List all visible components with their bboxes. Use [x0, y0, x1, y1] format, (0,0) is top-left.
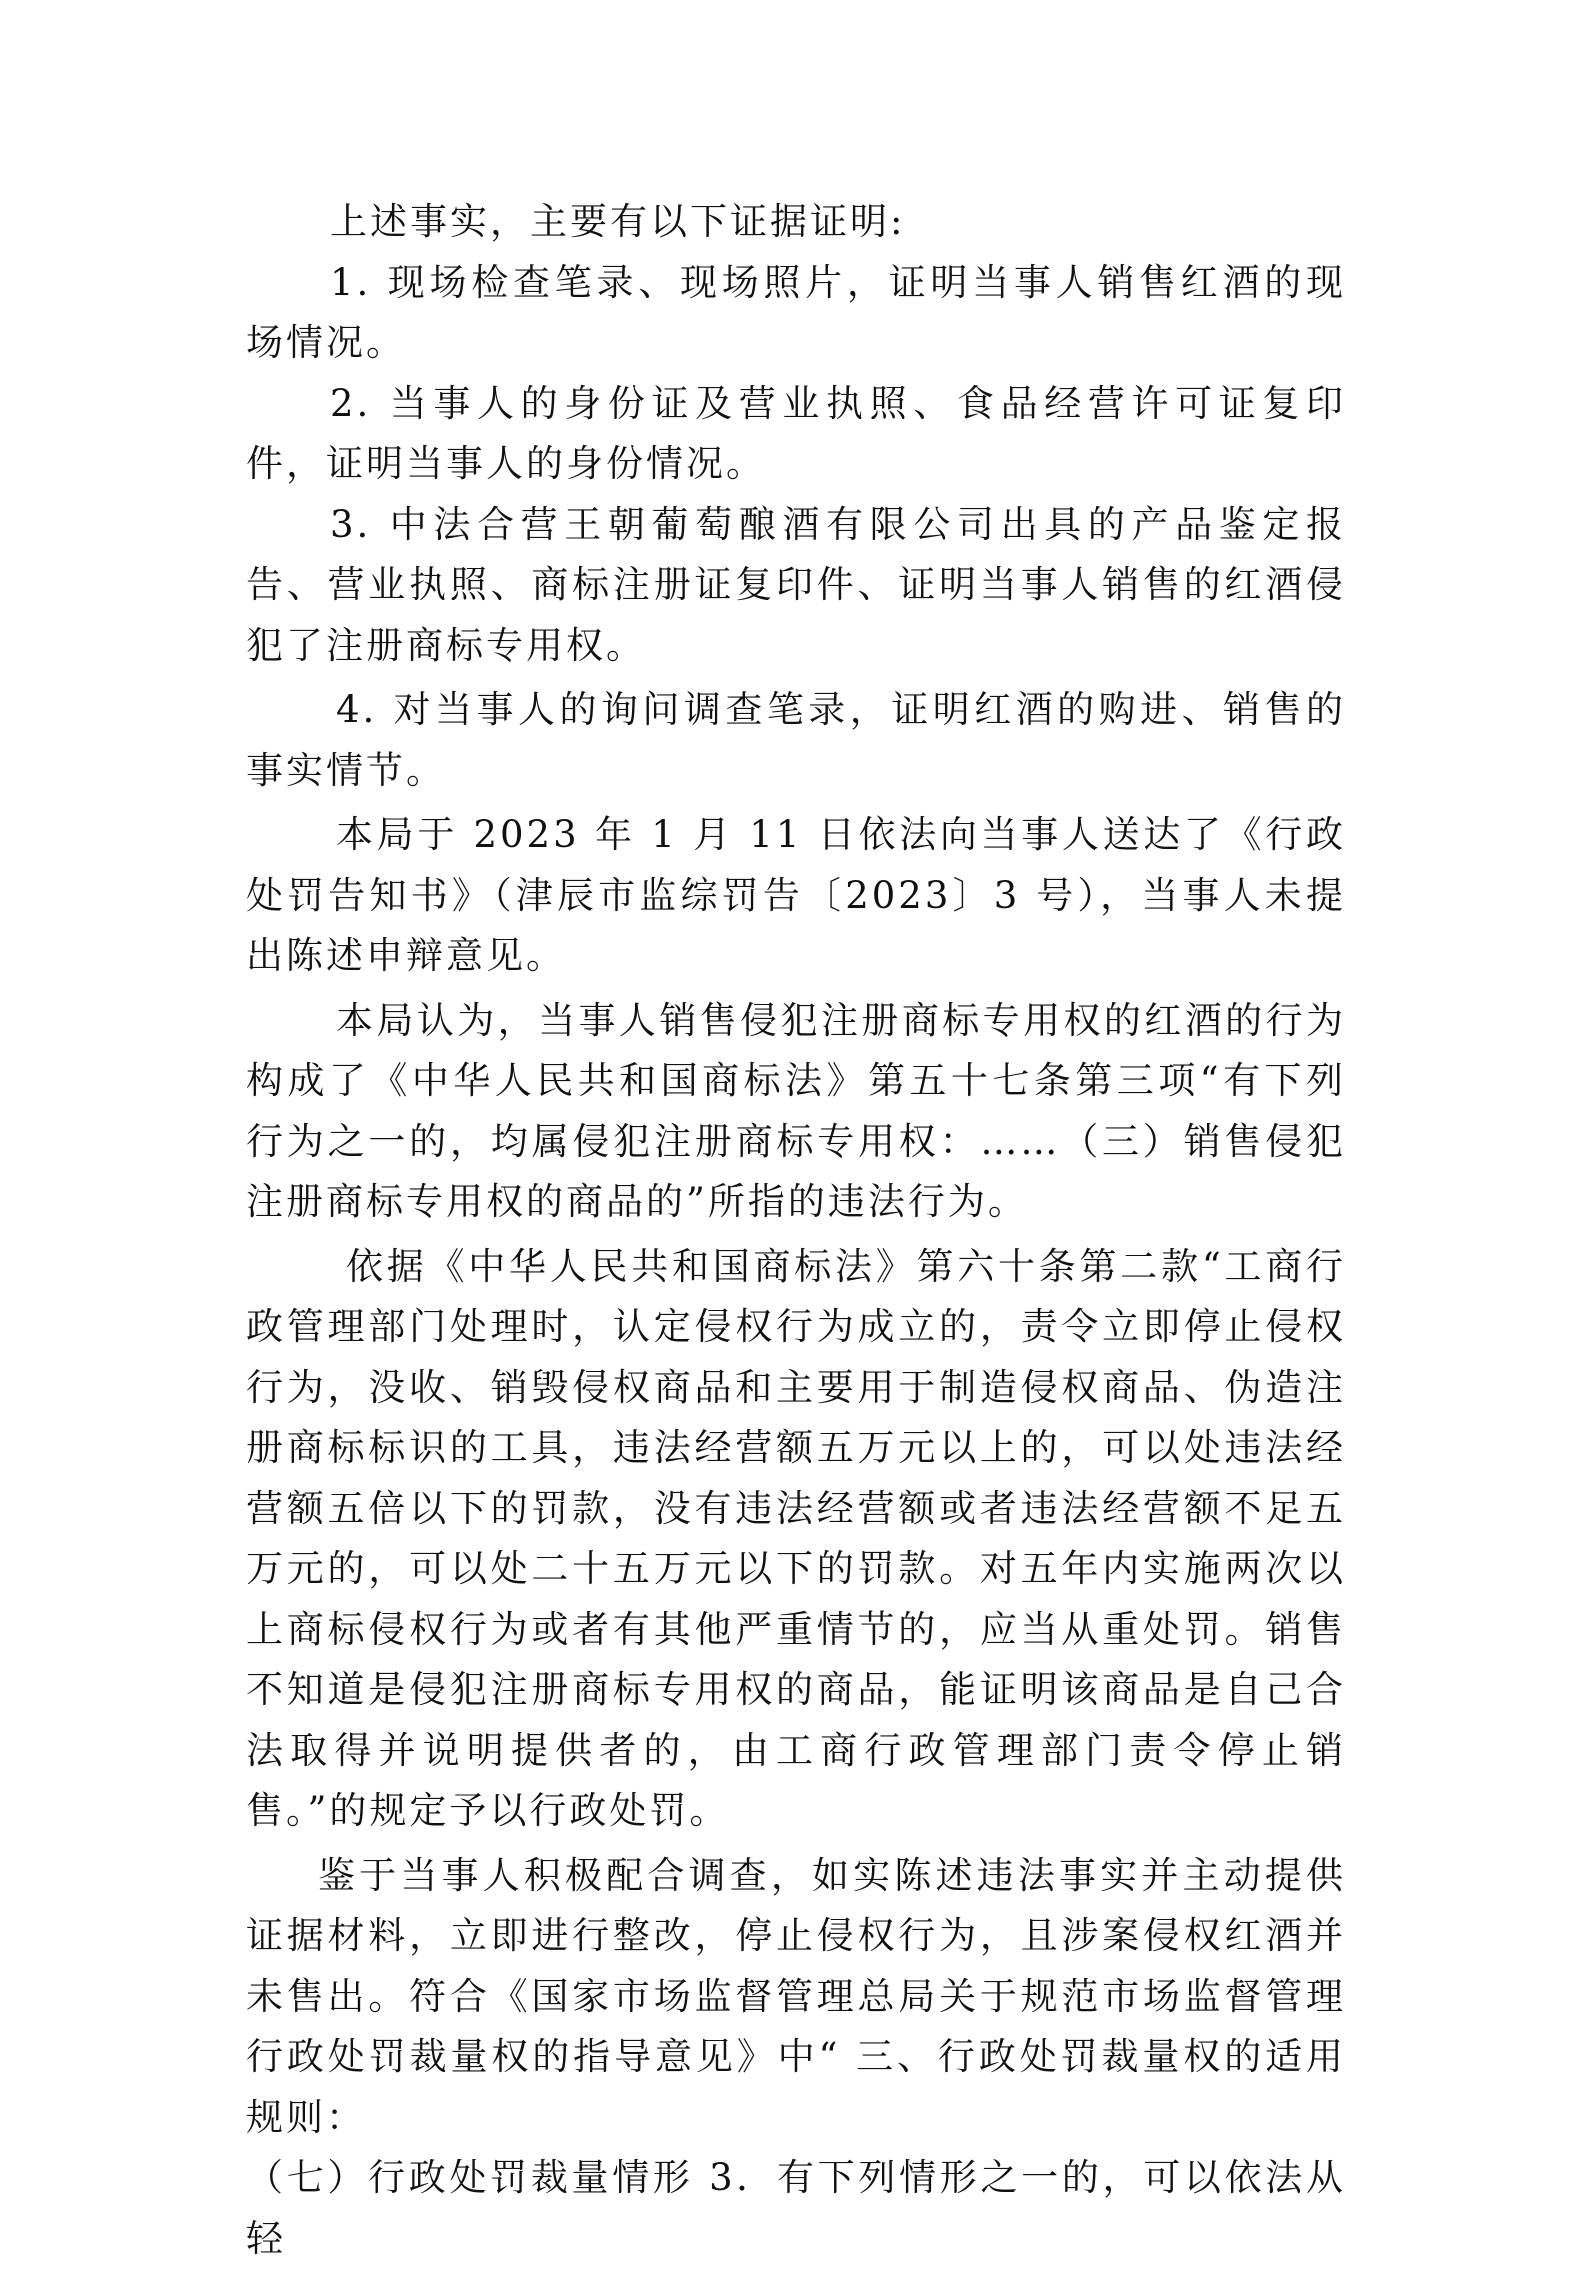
notice-delivery-paragraph: 本局于 2023 年 1 月 11 日依法向当事人送达了《行政处罚告知书》（津辰市监综罚告〔2023〕3 号），当事人未提出陈述申辩意见。	[246, 813, 1346, 977]
evidence-item-4: 4. 对当事人的询问调查笔录，证明红酒的购进、销售的事实情节。	[246, 688, 1346, 792]
mitigation-paragraph: 鉴于当事人积极配合调查，如实陈述违法事实并主动提供证据材料，立即进行整改，停止侵权行为，且涉案侵权红酒并未售出。符合《国家市场监督管理总局关于规范市场监督管理行政处罚裁量权的指导意见》中“ 三、行政处罚裁量权的适用规则：	[246, 1853, 1346, 2139]
discretion-rule-paragraph: （七）行政处罚裁量情形 3．有下列情形之一的，可以依法从轻	[246, 2156, 1346, 2260]
evidence-intro-paragraph: 上述事实，主要有以下证据证明:	[330, 200, 906, 243]
document-body	[246, 192, 1346, 2269]
legal-basis-paragraph: 依据《中华人民共和国商标法》第六十条第二款“工商行政管理部门处理时，认定侵权行为成立的，责令立即停止侵权行为，没收、销毁侵权商品和主要用于制造侵权商品、伪造注册商标标识的工具，违法经营额五万元以上的，可以处违法经营额五倍以下的罚款，没有违法经营额或者违法经营额不足五万元的，可以处二十五万元以下的罚款。对五年内实施两次以上商标侵权行为或者有其他严重情节的，应当从重处罚。销售不知道是侵犯注册商标专用权的商品，能证明该商品是自己合法取得并说明提供者的，由工商行政管理部门责令停止销售。”的规定予以行政处罚。	[246, 1244, 1346, 1832]
evidence-item-3: 3. 中法合营王朝葡萄酿酒有限公司出具的产品鉴定报告、营业执照、商标注册证复印件、证明当事人销售的红酒侵犯了注册商标专用权。	[246, 502, 1346, 667]
evidence-item-2: 2. 当事人的身份证及营业执照、食品经营许可证复印件，证明当事人的身份情况。	[246, 381, 1346, 485]
bureau-opinion-paragraph: 本局认为，当事人销售侵犯注册商标专用权的红酒的行为构成了《中华人民共和国商标法》第五十七条第三项“有下列行为之一的，均属侵犯注册商标专用权：……（三）销售侵犯注册商标专用权的商品的”所指的违法行为。	[246, 998, 1346, 1223]
evidence-item-1: 1. 现场检查笔录、现场照片，证明当事人销售红酒的现场情况。	[246, 260, 1346, 364]
